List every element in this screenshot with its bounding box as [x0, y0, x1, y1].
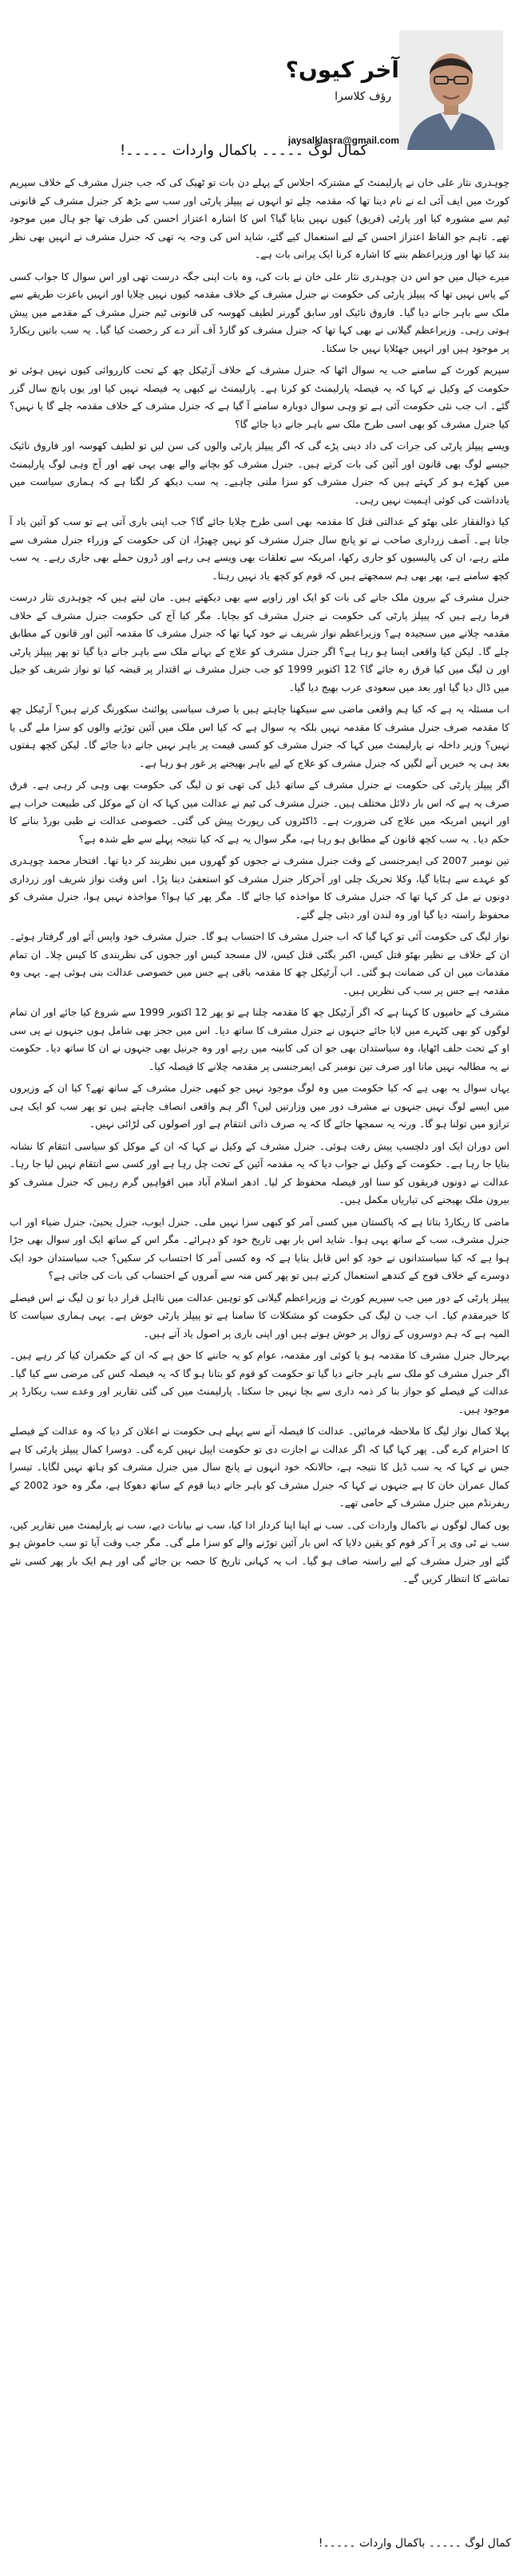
- author-name: رؤف کلاسرا: [335, 90, 391, 103]
- author-photo: [399, 30, 503, 150]
- paragraph: بہرحال جنرل مشرف کا مقدمہ ہو یا کوئی اور مقدمہ، عوام کو یہ جاننے کا حق ہے کہ ان کے حکمران کیا کر رہے ہیں۔ اگر جنرل مشرف کو ملک سے باہر جانے دیا گیا تو حکومت کو قوم کو بتانا ہو گا کہ یہ فیصلہ کس کی مرضی سے کیا گیا۔ عدالت کے فیصلے کو جواز بنا کر ذمہ داری سے بچا نہیں جا سکتا۔ پارلیمنٹ میں کی گئی تقاریر اور وعدے سب ریکارڈ پر موجود ہیں۔: [10, 1349, 509, 1415]
- paragraph: پہلا کمال نواز لیگ کا ملاحظہ فرمائیں۔ عدالت کا فیصلہ آنے سے پہلے ہی حکومت نے اعلان کر دیا کہ وہ عدالت کے فیصلے کا احترام کرے گی۔ پھر کہا گیا کہ اگر عدالت نے اجازت دی تو حکومت اپیل نہیں کرے گی۔ دوسرا کمال پیپلز پارٹی کا ہے جس نے کہا کہ یہ سب ڈیل کا نتیجہ ہے، حالانکہ خود انہوں نے پانچ سال میں جنرل مشرف کو ہاتھ نہیں لگایا۔ تیسرا کمال عمران خان کا ہے جنہوں نے کہا کہ جنرل مشرف کو باہر جانے دینا قوم کے ساتھ دھوکا ہے، مگر وہ خود 2002 کے ریفرنڈم میں جنرل مشرف کے حامی تھے۔: [10, 1425, 509, 1509]
- paragraph: جنرل مشرف کے بیرون ملک جانے کی بات کو ایک اور زاویے سے بھی دیکھتے ہیں۔ مان لیتے ہیں کہ چوہدری نثار درست فرما رہے ہیں کہ پیپلز پارٹی کی حکومت نے جنرل مشرف کو بچایا۔ مگر کیا آج کی حکومت جنرل مشرف کے خلاف مقدمہ چلانے میں سنجیدہ ہے؟ وزیراعظم نواز شریف نے خود کہا تھا کہ جنرل مشرف کا مقدمہ آئین اور قانون کے مطابق چلے گا۔ لیکن کیا واقعی ایسا ہو رہا ہے؟ اگر جنرل مشرف کو علاج کے بہانے ملک سے باہر جانے دیا گیا تو پھر پیپلز پارٹی اور ن لیگ میں کیا فرق رہ جائے گا؟ 12 اکتوبر 1999 کو جب جنرل مشرف نے اقتدار پر قبضہ کیا تو نواز شریف کو جیل میں ڈال دیا گیا اور بعد میں سعودی عرب بھیج دیا گیا۔: [10, 591, 509, 693]
- paragraph: اب مسئلہ یہ ہے کہ کیا ہم واقعی ماضی سے سیکھنا چاہتے ہیں یا صرف سیاسی پوائنٹ سکورنگ کرتے ہیں؟ آرٹیکل چھ کا مقدمہ صرف جنرل مشرف کا مقدمہ نہیں بلکہ یہ سوال ہے کہ کیا اس ملک میں آئین توڑنے والوں کو سزا ملے گی یا نہیں؟ وزیر داخلہ نے پارلیمنٹ میں کہا کہ جنرل مشرف کو کسی قیمت پر باہر نہیں جانے دیا جائے گا۔ لیکن کچھ ہفتوں بعد ہی یہ خبریں آنے لگیں کہ جنرل مشرف کو علاج کے لیے باہر بھیجنے پر غور ہو رہا ہے۔: [10, 703, 509, 769]
- paragraph: یوں کمال لوگوں نے باکمال واردات کی۔ سب نے اپنا اپنا کردار ادا کیا، سب نے بیانات دیے، سب نے پارلیمنٹ میں تقاریر کیں، سب نے ٹی وی پر آ کر قوم کو یقین دلایا کہ اس بار آئین توڑنے والے کو سزا ملے گی۔ مگر جب وقت آیا تو سب خاموش ہو گئے اور جنرل مشرف کے لیے راستہ صاف ہو گیا۔ اب یہ کہانی تاریخ کا حصہ بن جائے گی اور ہم ایک بار پھر کسی نئے تماشے کا انتظار کریں گے۔: [10, 1518, 509, 1584]
- paragraph: اگر پیپلز پارٹی کی حکومت نے جنرل مشرف کے ساتھ ڈیل کی تھی تو ن لیگ کی حکومت بھی وہی کر رہی ہے۔ فرق صرف یہ ہے کہ اس بار دلائل مختلف ہیں۔ جنرل مشرف کی ٹیم نے عدالت میں کہا کہ ان کے موکل کی طبیعت خراب ہے اور انہیں امریکہ میں علاج کی ضرورت ہے۔ ڈاکٹروں کی رپورٹ پیش کی گئی۔ خصوصی عدالت نے طبی بورڈ بنانے کا حکم دیا۔ یہ سب کچھ قانون کے مطابق ہو رہا ہے، مگر سوال یہ ہے کہ کیا نتیجہ پہلے سے طے شدہ ہے؟: [10, 779, 509, 845]
- paragraph: یہاں سوال یہ بھی ہے کہ کیا حکومت میں وہ لوگ موجود نہیں جو کبھی جنرل مشرف کے ساتھ تھے؟ کیا ان کے وزیروں میں ایسے لوگ نہیں جنہوں نے مشرف دور میں وزارتیں لیں؟ اگر ہم واقعی انصاف چاہتے ہیں تو پھر سب کو ایک ہی ترازو میں تولنا ہو گا۔ ورنہ یہ سمجھا جائے گا کہ یہ صرف ذاتی انتقام ہے اور اصولوں کی لڑائی نہیں۔: [10, 1082, 509, 1130]
- paragraph: اس دوران ایک اور دلچسپ پیش رفت ہوئی۔ جنرل مشرف کے وکیل نے کہا کہ ان کے موکل کو سیاسی انتقام کا نشانہ بنایا جا رہا ہے۔ حکومت کے وکیل نے جواب دیا کہ یہ مقدمہ آئین کے تحت چل رہا ہے اور کسی سے انتقام نہیں لیا جا رہا۔ عدالت نے دونوں فریقوں کو سنا اور فیصلہ محفوظ کر لیا۔ ادھر اسلام آباد میں افواہیں گرم رہیں کہ جنرل مشرف کو بیرون ملک بھیجنے کی تیاریاں مکمل ہیں۔: [10, 1139, 509, 1205]
- article-body: [10, 174, 509, 1592]
- closing-line: کمال لوگ ۔۔۔۔۔ باکمال واردات ۔۔۔۔۔!: [318, 2537, 511, 2550]
- paragraph: مشرف کے حامیوں کا کہنا ہے کہ اگر آرٹیکل چھ کا مقدمہ چلنا ہے تو پھر 12 اکتوبر 1999 سے شروع کیا جائے اور ان تمام لوگوں کو بھی کٹہرے میں لایا جائے جنہوں نے جنرل مشرف کا ساتھ دیا۔ اس میں ججز بھی شامل ہوں جنہوں نے پی سی او کے تحت حلف اٹھایا، وہ سیاستدان بھی جو ان کی کابینہ میں رہے اور وہ جرنیل بھی جنہوں نے ان کا ساتھ دیا۔ حکومت نے یہ مطالبہ نہیں مانا اور صرف تین نومبر کی ایمرجنسی پر مقدمہ چلانے کا فیصلہ کیا۔: [10, 1006, 509, 1072]
- article-headline: کمال لوگ ۔۔۔۔۔ باکمال واردات ۔۔۔۔۔!: [119, 142, 368, 159]
- author-portrait-image: [399, 30, 503, 150]
- paragraph: سپریم کورٹ کے سامنے جب یہ سوال اٹھا کہ جنرل مشرف کے خلاف آرٹیکل چھ کے تحت کارروائی کیوں نہیں ہوئی تو حکومت کے وکیل نے کہا کہ یہ فیصلہ پارلیمنٹ کو کرنا ہے۔ پارلیمنٹ نے کبھی یہ فیصلہ نہیں کیا اور یوں پانچ سال گزر گئے۔ اب جب نئی حکومت آئی ہے تو وہی سوال دوبارہ سامنے آ گیا ہے کہ جنرل مشرف کے خلاف مقدمہ چلے گا یا نہیں؟ کیا جنرل مشرف کو بھی اسی طرح ملک سے باہر جانے دیا جائے گا؟: [10, 364, 509, 430]
- paragraph: ماضی کا ریکارڈ بتاتا ہے کہ پاکستان میں کسی آمر کو کبھی سزا نہیں ملی۔ جنرل ایوب، جنرل یحییٰ، جنرل ضیاء اور اب جنرل مشرف، سب کے ساتھ یہی ہوا۔ شاید اس بار بھی تاریخ خود کو دہرائے۔ مگر اس کے ساتھ ایک اور سوال بھی جڑا ہوا ہے کہ کیا سیاستدانوں نے خود کو اس قابل بنایا ہے کہ وہ کسی آمر کا احتساب کر سکیں؟ جب سیاستدان خود ایک دوسرے کے خلاف فوج کے کندھے استعمال کرتے ہیں تو پھر کس منہ سے آمروں کے احتساب کی بات کی جاتی ہے؟: [10, 1215, 509, 1281]
- author-email: jaysalklasra@gmail.com: [287, 135, 399, 146]
- column-title: آخر کیوں؟: [285, 57, 399, 83]
- paragraph: میرے خیال میں جو اس دن چوہدری نثار علی خان نے بات کی، وہ بات اپنی جگہ درست تھی اور اس سوال کا جواب کسی کے پاس نہیں تھا کہ پیپلز پارٹی کی حکومت نے جنرل مشرف کے خلاف مقدمہ کیوں نہیں چلایا اور انہیں باعزت طریقے سے ملک سے باہر جانے دیا گیا۔ فاروق نائیک اور سابق گورنر لطیف کھوسہ کی قانونی ٹیم جنرل مشرف کے مقدمے میں پیش ہوتی رہی۔ وزیراعظم گیلانی نے بھی کہا تھا کہ جنرل مشرف کو گارڈ آف آنر دے کر رخصت کیا گیا۔ یہ سب باتیں ریکارڈ پر موجود ہیں اور انہیں جھٹلایا نہیں جا سکتا۔: [10, 270, 509, 354]
- paragraph: کیا ذوالفقار علی بھٹو کے عدالتی قتل کا مقدمہ بھی اسی طرح چلایا جائے گا؟ جب اپنی باری آتی ہے تو سب کو آئین یاد آ جاتا ہے۔ آصف زرداری صاحب نے تو پانچ سال جنرل مشرف کو نہیں چھیڑا، ان کی حکومت کے وزراء جنرل مشرف سے ملتے رہے، ان کی پالیسیوں کو جاری رکھا، امریکہ سے تعلقات بھی ویسے ہی رہے اور ڈرون حملے بھی جاری رہے۔ یہ سب کچھ سامنے ہے، پھر بھی ہم سمجھتے ہیں کہ قوم کو کچھ یاد نہیں رہتا۔: [10, 515, 509, 582]
- paragraph: تین نومبر 2007 کی ایمرجنسی کے وقت جنرل مشرف نے ججوں کو گھروں میں نظربند کر دیا تھا۔ افتخار محمد چوہدری کو عہدے سے ہٹایا گیا، وکلا تحریک چلی اور آخرکار جنرل مشرف کو استعفیٰ دینا پڑا۔ اس وقت نواز شریف اور زرداری دونوں نے مل کر کہا تھا کہ جنرل مشرف کا مواخذہ کیا جائے گا۔ مگر پھر کیا ہوا؟ مواخذہ نہیں ہوا، جنرل مشرف کو محفوظ راستہ دیا گیا اور وہ لندن اور دبئی چلے گئے۔: [10, 854, 510, 921]
- paragraph: چوہدری نثار علی خان نے پارلیمنٹ کے مشترکہ اجلاس کے پہلے دن بات تو ٹھیک کی کہ جب جنرل مشرف کے خلاف سپریم کورٹ میں ایف آئی اے نے نام دینا تھا کہ مقدمہ چلے تو انہوں نے پیپلز پارٹی اور سب سے بڑھ کر جنرل مشرف کے قانونی ٹیم سے مشورہ کیا اور پارٹی (فریق) کیوں نہیں بنایا گیا؟ اس کا اشارہ اعتزاز احسن کی طرف تھا جو ہال میں موجود تھے۔ تاہم جو الفاظ اعتزاز احسن کے لیے استعمال کیے گئے، شاید اس کی وجہ یہ تھی کہ جنرل مشرف نے انہیں بھی نظر بند کیا تھا اور وزیراعظم بننے کا اشارہ کرنا ایک پرانی بات ہے۔: [10, 176, 509, 260]
- paragraph: نواز لیگ کی حکومت آئی تو کہا گیا کہ اب جنرل مشرف کا احتساب ہو گا۔ جنرل مشرف خود واپس آئے اور گرفتار ہوئے۔ ان کے خلاف بے نظیر بھٹو قتل کیس، اکبر بگٹی قتل کیس، لال مسجد کیس اور ججوں کی نظربندی کا کیس چلا۔ ان تمام مقدمات میں ان کی ضمانت ہو گئی۔ اب آرٹیکل چھ کا مقدمہ باقی ہے جس میں خصوصی عدالت بنی ہوئی ہے۔ یہی وہ مقدمہ ہے جس پر سب کی نظریں ہیں۔: [10, 930, 509, 996]
- paragraph: ویسے پیپلز پارٹی کی جرات کی داد دینی پڑے گی کہ اگر پیپلز پارٹی والوں کی سن لیں تو لطیف کھوسہ اور فاروق نائیک جیسے لوگ بھی قانون اور آئین کی بات کرتے ہیں۔ جنرل مشرف کو بچانے والے بھی یہی تھے اور آج وہی لوگ پارلیمنٹ میں کھڑے ہو کر کہتے ہیں کہ جنرل مشرف کو سزا ملنی چاہیے۔ یہ سب دیکھ کر لگتا ہے کہ ہماری سیاست میں یادداشت کی کوئی اہمیت نہیں رہی۔: [10, 440, 509, 506]
- paragraph: پیپلز پارٹی کے دور میں جب سپریم کورٹ نے وزیراعظم گیلانی کو توہین عدالت میں نااہل قرار دیا تو ن لیگ نے اس فیصلے کا خیرمقدم کیا۔ اب جب ن لیگ کی حکومت کو مشکلات کا سامنا ہے تو پیپلز پارٹی خوش ہے۔ یہی ہماری سیاست کا المیہ ہے کہ ہم دوسروں کے زوال پر خوش ہوتے ہیں اور اپنی باری پر اصول یاد آتے ہیں۔: [10, 1291, 509, 1339]
- column-header: [0, 0, 519, 160]
